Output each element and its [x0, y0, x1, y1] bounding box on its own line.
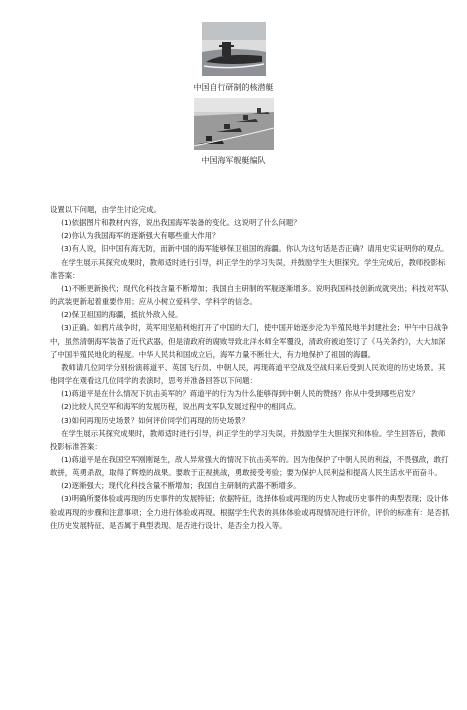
paragraph: (1)蒋道平是在我国空军刚刚诞生，敌人异常强大的情况下抗击美军的。因为他保护了中朝人民的利益，不畏强敌，敢打敢拼，英勇杀敌，取得了辉煌的战果。要敢于正视挑战，勇敢接受考验；要为保护人民利益和提高人民生活水平而奋斗。: [50, 454, 449, 478]
paragraph: (3)如何再现历史场景？如何评价同学们再现的历史场景？: [61, 415, 249, 425]
lesson-body: [50, 203, 450, 532]
paragraph: (3)有人说，旧中国有海无防，而新中国的海军能够保卫祖国的海疆。你认为这句话是否正确？请用史实证明你的观点。: [61, 244, 449, 254]
figure-caption: 中国自行研制的核潜艇: [193, 83, 274, 92]
paragraph: 设置以下问题，由学生讨论完成。: [50, 205, 161, 214]
paragraph: (2)你认为我国海军的逐渐强大有哪些重大作用？: [61, 231, 220, 241]
warship-fleet-photo: [194, 98, 274, 150]
paragraph: (1)蒋道平是在什么情况下抗击美军的？蒋道平的行为为什么能够得到中朝人民的赞扬？你从中受到哪些启发？: [61, 389, 419, 399]
paragraph: (2)比较人民空军和海军的发展历程，说出两支军队发展过程中的相同点。: [61, 402, 301, 412]
paragraph: (2)逐渐强大；现代化科技含量不断增加；我国自主研制的武器不断增多。: [61, 481, 301, 491]
paragraph: (1)不断更新换代；现代化科技含量不断增加；我国自主研制的军舰逐渐增多。说明我国科技创新成就突出；科技对军队的武装更新起着重要作用；应从小树立爱科学、学科学的信念。: [50, 283, 449, 307]
paragraph: (1)依据图片和教材内容，说出我国海军装备的变化。这说明了什么问题？: [61, 218, 301, 228]
figure-caption: 中国海军舰艇编队: [201, 156, 266, 165]
paragraph: 教师请几位同学分别扮演蒋道平、英国飞行员、中朝人民，再现蒋道平空战及空战归来后受到人民欢迎的历史场景。其他同学在观看这几位同学的表演时，思考并准备回答以下问题：: [50, 362, 446, 386]
paragraph: 在学生展示其探究成果时，教师适时进行引导，纠正学生的学习失误，并鼓励学生大胆探究。学生完成后，教师投影标准答案：: [50, 257, 446, 280]
paragraph: (3)正确。如鸦片战争时，英军用坚船利炮打开了中国的大门，使中国开始逐步沦为半殖民地半封建社会；甲午中日战争中，虽然清朝海军装备了近代武器，但是清政府的腐败导致北洋水师全军覆没，清政府被迫签订了《马关条约》，大大加深了中国半殖民地化的程度。中华人民共和国成立后，海军力量不断壮大，有力地保护了祖国的海疆。: [50, 323, 449, 359]
paragraph: (2)保卫祖国的海疆，抵抗外敌入侵。: [61, 310, 183, 320]
paragraph: (3)明确所要体验或再现的历史事件的发展特征；依据特征，选择体验或再现的历史人物或历史事件的典型表现；设计体验或再现的步骤和注意事项；全力进行体验或再现。根据学生代表的具体体验或再现情况进行评价，评价的标准有：是否抓住历史发展特征、是否属于典型表现、是否进行设计、是否全力投入等。: [50, 494, 450, 530]
paragraph: 在学生展示其探究成果时，教师适时进行引导，纠正学生的学习失误，并鼓励学生大胆探究和体验。学生回答后，教师投影标准答案：: [50, 428, 446, 451]
submarine-photo: [202, 22, 266, 76]
